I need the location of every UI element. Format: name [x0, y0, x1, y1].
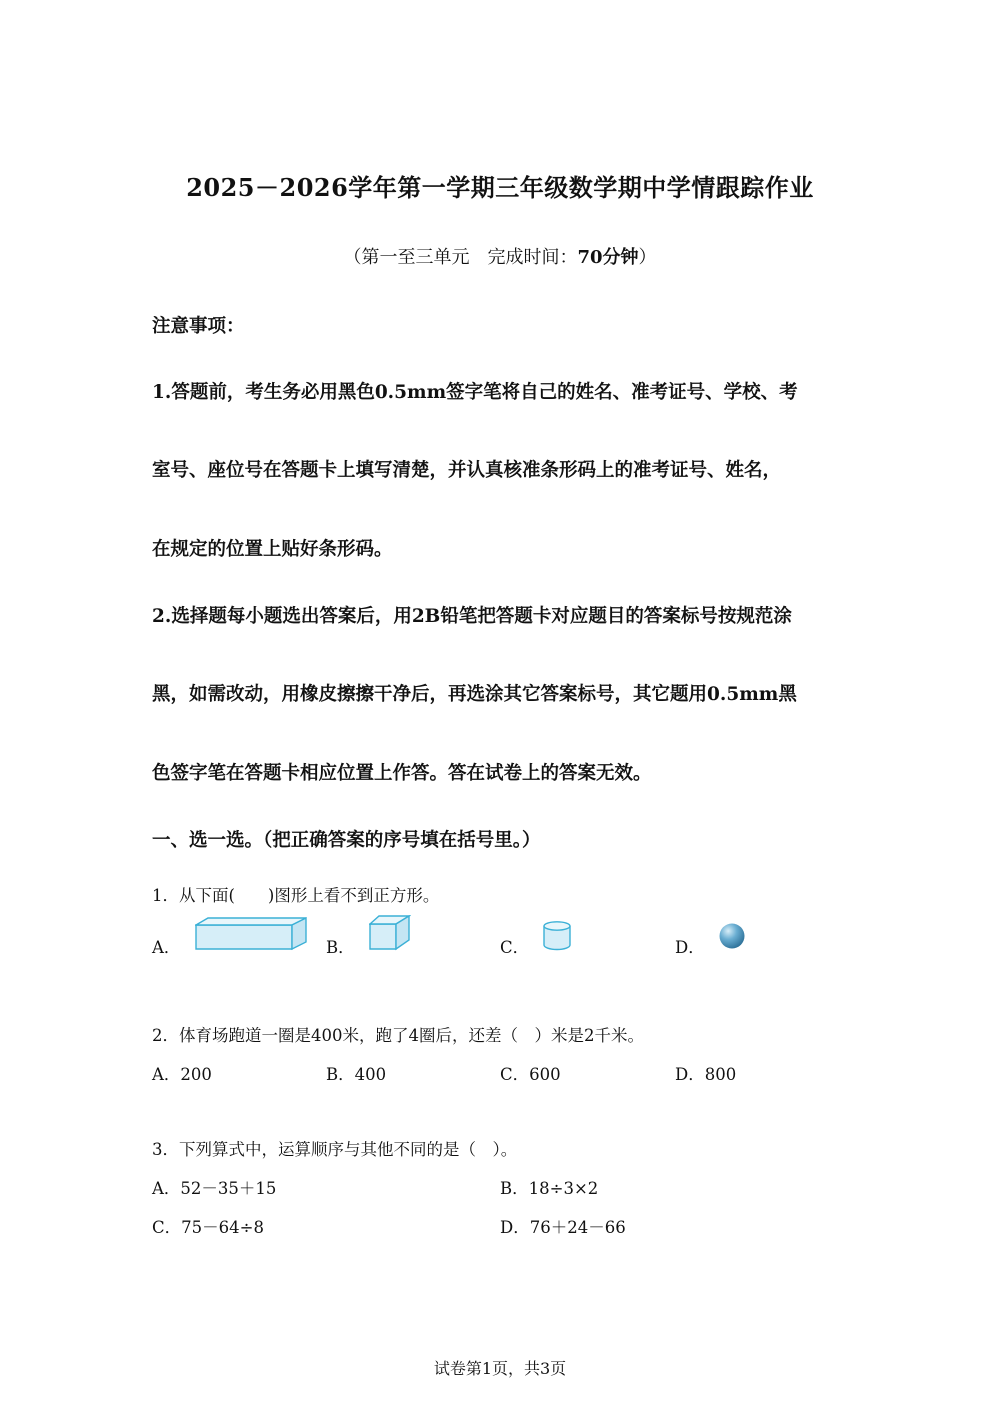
page-subtitle [0, 243, 1000, 269]
notice-line: 1.答题前，考生务必用黑色0.5mm签字笔将自己的姓名、准考证号、学校、考 [152, 382, 798, 403]
notice-line: 黑，如需改动，用橡皮擦擦干净后，再选涂其它答案标号，其它题用0.5mm黑 [152, 684, 797, 705]
option-label: D．800 [675, 1065, 737, 1084]
cube-figure [369, 915, 411, 951]
option-label: C．600 [500, 1065, 561, 1084]
option-label: A．200 [152, 1065, 212, 1084]
question-stem: 2．体育场跑道一圈是400米，跑了4圈后，还差（ ）米是2千米。 [152, 1026, 644, 1045]
page-title: 2025－2026学年第一学期三年级数学期中学情跟踪作业 [186, 173, 814, 202]
option-label: B． [326, 938, 355, 957]
cylinder-figure [543, 921, 571, 951]
subtitle-suffix: ） [638, 247, 657, 268]
option-label: A． [152, 938, 181, 957]
option-label: D． [675, 938, 705, 957]
subtitle-time: 70分钟 [577, 247, 639, 268]
option-label: C． [500, 938, 530, 957]
notice-line: 在规定的位置上贴好条形码。 [152, 539, 393, 560]
section-heading: 一、选一选。（把正确答案的序号填在括号里。） [152, 830, 541, 851]
cuboid-figure [195, 917, 311, 951]
subtitle-prefix: （第一至三单元 完成时间： [343, 247, 578, 268]
option-label: C．75－64÷8 [152, 1218, 264, 1237]
question-stem: 1．从下面( )图形上看不到正方形。 [152, 886, 440, 905]
option-label: B．18÷3×2 [500, 1179, 599, 1198]
notice-line: 室号、座位号在答题卡上填写清楚，并认真核准条形码上的准考证号、姓名， [152, 460, 782, 481]
option-label: D．76＋24－66 [500, 1218, 626, 1237]
question-stem: 3．下列算式中，运算顺序与其他不同的是（ ）。 [152, 1140, 518, 1159]
notice-line: 色签字笔在答题卡相应位置上作答。答在试卷上的答案无效。 [152, 763, 652, 784]
notice-line: 2.选择题每小题选出答案后，用2B铅笔把答题卡对应题目的答案标号按规范涂 [152, 606, 792, 627]
option-label: A．52－35＋15 [152, 1179, 277, 1198]
sphere-figure [718, 922, 746, 950]
page-footer: 试卷第1页，共3页 [433, 1359, 567, 1378]
option-label: B．400 [326, 1065, 387, 1084]
notice-heading: 注意事项： [152, 316, 245, 337]
